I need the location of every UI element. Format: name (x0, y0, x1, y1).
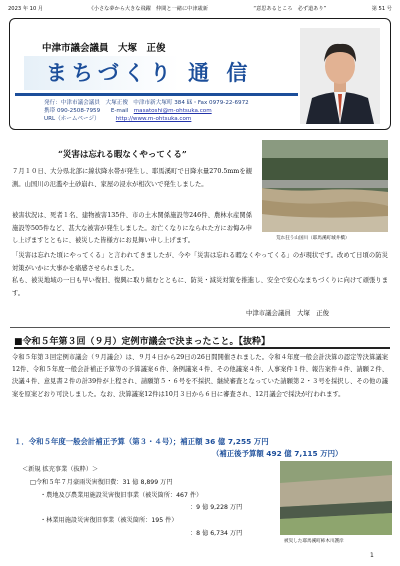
list-item: ・農地及び農業用施設災害復旧事業（被災箇所：467 件） (40, 492, 203, 499)
contact-line-1 (44, 98, 249, 106)
riverbank-photo (280, 461, 392, 535)
article-title: “災害は忘れる暇なくやってくる” (58, 150, 187, 160)
budget-heading: １．令和５年度一般会計補正予算（第３・４号）；補正額 36 億 7,255 万円 (14, 437, 269, 446)
masthead-line (8, 5, 392, 12)
article-paragraph-4: 私も、被災地域の一日も早い復旧、復興に取り組むとともに、防災・減災対策を推進し、安全で安心なまちづくりに向けて頑張ります。 (12, 277, 388, 297)
signature: 中津市議会議員 大塚 正俊 (246, 309, 330, 317)
header-subtitle: 中津市議会議員 大塚 正俊 (42, 43, 166, 54)
divider (10, 327, 390, 328)
contact-line-2 (44, 106, 212, 114)
flood-photo-caption: 荒れ狂う山国川（耶馬溪町城井橋） (276, 236, 350, 241)
publisher: 発行：中津市議会議員 大塚正俊 (44, 100, 128, 106)
section-underline (14, 347, 390, 349)
page-number: 1 (370, 552, 374, 559)
address: 中津市新大塚町 384 ㏍・Fax 0979-22-6972 (133, 100, 249, 106)
section-title: ■令和５年第３回（９月）定例市議会で決まったこと。【抜粋】 (14, 337, 271, 347)
url-label: URL（ホームページ） (44, 116, 100, 122)
issue-date: 2023 年 10 月 (8, 6, 44, 12)
contact-line-3 (44, 114, 191, 122)
list-item: ：9 億 9,228 万円 (190, 504, 243, 511)
motto: 《小さな夢から大きな飛躍 仲間と一緒に中津歳新 (88, 6, 208, 12)
portrait-photo (300, 28, 380, 124)
slogan: “意思あるところ 必ず道あり” (253, 6, 327, 12)
list-item: ・林業用施設災害復旧事業（被災箇所：195 件） (40, 517, 178, 524)
new-projects-label: ＜新規 拡充事業（抜粋）＞ (22, 466, 99, 473)
article-paragraph-3: 「災害は忘れた頃にやってくる」と言われてきましたが、今や「災害は忘れる暇なくやってくる」のが現状です。改めて日頃の防災対策がいかに大事かを痛感させられました。 (12, 252, 388, 272)
mobile: 携帯 090-2508-7959 (44, 108, 101, 114)
newsletter-title: まちづくり 通 信 (46, 61, 253, 85)
list-item: ：8 億 6,734 万円 (190, 530, 243, 537)
riverbank-photo-caption: 被災した耶馬溪町柿木川護岸 (284, 539, 344, 544)
email-link[interactable]: masatoshi@m-ohtsuka.com (133, 108, 212, 114)
section-paragraph: 令和５年第３回定例市議会（９月議会）は、９月４日から29日の26日間開催されました。令和４年度一般会計決算の認定等決算議案12件、令和５年度一般会計補正予算等の予算議案６件、条例議案４件、その他議案４件、人事案件１件、報告案件４件、請願２件、決議４件、意見書２件の計39件が上程され、請願第５・６号を不採択、継続審査となっていた請願第２・３号を採択し、その他の議案を原案どおり可決しました。なお、決算議案12件は10月３日から６日に審査され、12月議会で採決が行われます。 (12, 354, 388, 398)
list-item: □令和５年７月豪雨災害復旧費：31 億 8,899 万円 (30, 479, 173, 486)
issue-number: 第 51 号 (371, 6, 392, 12)
flood-photo (262, 140, 388, 232)
email-label: E-mail (110, 108, 129, 114)
homepage-link[interactable]: http://www.m-ohtsuka.com (115, 116, 192, 122)
title-underline (15, 93, 298, 96)
article-paragraph-1: ７月１０日、大分県北部に線状降水帯が発生し、耶馬溪町で日降水量270.5mmを観測。山国川の氾濫や土砂崩れ、家屋の浸水が相次いで発生しました。 (12, 168, 252, 188)
budget-total: （補正後予算額 492 億 7,115 万円） (212, 449, 343, 458)
article-paragraph-2: 被害状況は、死者１名、建物被害135件、市の土木関係施設等246件、農林水産関係施設等505件など、甚大な被害が発生しました。お亡くなりになられた方にお悔み申し上げますとともに、被災した皆様方にお見舞い申し上げます。 (12, 212, 252, 245)
